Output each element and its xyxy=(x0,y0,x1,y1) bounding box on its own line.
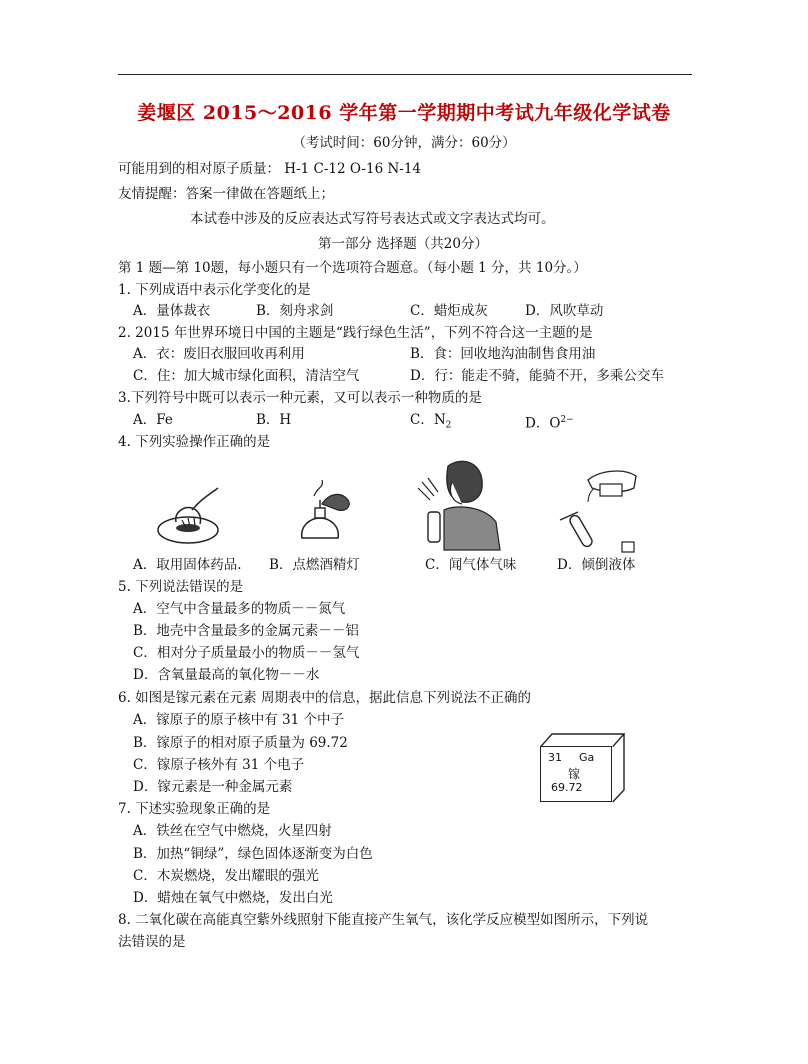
q3-option-c: C．$N_2$ xyxy=(410,412,452,431)
section-heading: 第一部分 选择题（共20分） xyxy=(318,236,488,252)
light-alcohol-lamp-illustration xyxy=(292,478,362,550)
q2-option-d: D．行：能走不骑，能骑不开，多乘公交车 xyxy=(410,368,664,384)
q2-option-b: B．食：回收地沟油制售食用油 xyxy=(410,346,596,362)
q7-option-d: D．蜡烛在氧气中燃烧，发出白光 xyxy=(133,890,333,906)
q3-option-a: A．Fe xyxy=(133,412,173,428)
q1-option-a: A．量体裁衣 xyxy=(133,303,211,319)
q7-option-a: A．铁丝在空气中燃烧，火星四射 xyxy=(133,823,332,839)
reminder-line: 友情提醒：答案一律做在答题纸上； xyxy=(118,186,334,202)
smell-gas-illustration xyxy=(404,452,504,552)
exam-title: 姜堰区 2015～2016 学年第一学期期中考试九年级化学试卷 xyxy=(137,102,671,124)
q5-option-c: C．相对分子质量最小的物质－－氢气 xyxy=(133,645,360,661)
q4-option-c: C．闻气体气味 xyxy=(425,557,517,573)
q1-option-c: C．蜡炬成灰 xyxy=(410,303,488,319)
cell-face xyxy=(540,746,612,802)
q6-option-b: B．镓原子的相对原子质量为 69.72 xyxy=(133,735,348,751)
atomic-number: 31 xyxy=(548,751,562,764)
atomic-mass-line: 可能用到的相对原子质量： H-1 C-12 O-16 N-14 xyxy=(118,161,422,177)
q4-option-b: B．点燃酒精灯 xyxy=(269,557,360,573)
q5-option-d: D．含氧量最高的氧化物－－水 xyxy=(133,667,320,683)
top-rule xyxy=(118,74,692,75)
element-symbol: Ga xyxy=(579,751,595,764)
q4-option-d: D．倾倒液体 xyxy=(557,557,636,573)
element-name: 镓 xyxy=(568,767,581,781)
q4-stem: 4. 下列实验操作正确的是 xyxy=(118,434,271,450)
q6-option-d: D．镓元素是一种金属元素 xyxy=(133,779,293,795)
q2-stem: 2. 2015 年世界环境日中国的主题是“践行绿色生活”，下列不符合这一主题的是 xyxy=(118,325,593,341)
q8-stem-line-2: 法错误的是 xyxy=(118,934,186,950)
q7-stem: 7. 下述实验现象正确的是 xyxy=(118,801,271,817)
q1-option-d: D．风吹草动 xyxy=(525,303,604,319)
q6-option-c: C．镓原子核外有 31 个电子 xyxy=(133,757,305,773)
q8-stem-line-1: 8. 二氧化碳在高能真空紫外线照射下能直接产生氧气，该化学反应模型如图所示，下列说 xyxy=(118,912,649,928)
q1-option-b: B．刻舟求剑 xyxy=(256,303,334,319)
q2-option-a: A．衣：废旧衣服回收再利用 xyxy=(133,346,305,362)
gallium-periodic-cell xyxy=(530,726,626,802)
section-intro: 第 1 题—第 10题，每小题只有一个选项符合题意。（每小题 1 分，共 10分。） xyxy=(118,260,587,276)
q1-stem: 1. 下列成语中表示化学变化的是 xyxy=(118,282,311,298)
take-solid-reagent-illustration xyxy=(152,480,232,552)
q6-stem: 6. 如图是镓元素在元素 周期表中的信息，据此信息下列说法不正确的 xyxy=(118,690,531,706)
note-line: 本试卷中涉及的反应表达式写符号表达式或文字表达式均可。 xyxy=(190,211,555,227)
pour-liquid-illustration xyxy=(548,458,640,554)
q7-option-b: B．加热“铜绿”，绿色固体逐渐变为白色 xyxy=(133,846,373,862)
exam-info: （考试时间：60分钟，满分：60分） xyxy=(292,135,516,151)
q2-option-c: C．住：加大城市绿化面积，清洁空气 xyxy=(133,368,360,384)
q3-option-b: B．H xyxy=(256,412,292,428)
q3-option-d: D．$O^{2-}$ xyxy=(525,415,574,432)
q4-option-a: A．取用固体药品. xyxy=(133,557,242,573)
q3-stem: 3.下列符号中既可以表示一种元素，又可以表示一种物质的是 xyxy=(118,390,482,406)
q5-stem: 5. 下列说法错误的是 xyxy=(118,579,244,595)
q5-option-a: A．空气中含量最多的物质－－氮气 xyxy=(133,601,346,617)
atomic-mass: 69.72 xyxy=(551,781,583,794)
q7-option-c: C．木炭燃烧，发出耀眼的强光 xyxy=(133,868,319,884)
q6-option-a: A．镓原子的原子核中有 31 个中子 xyxy=(133,712,345,728)
q5-option-b: B．地壳中含量最多的金属元素－－铝 xyxy=(133,623,359,639)
